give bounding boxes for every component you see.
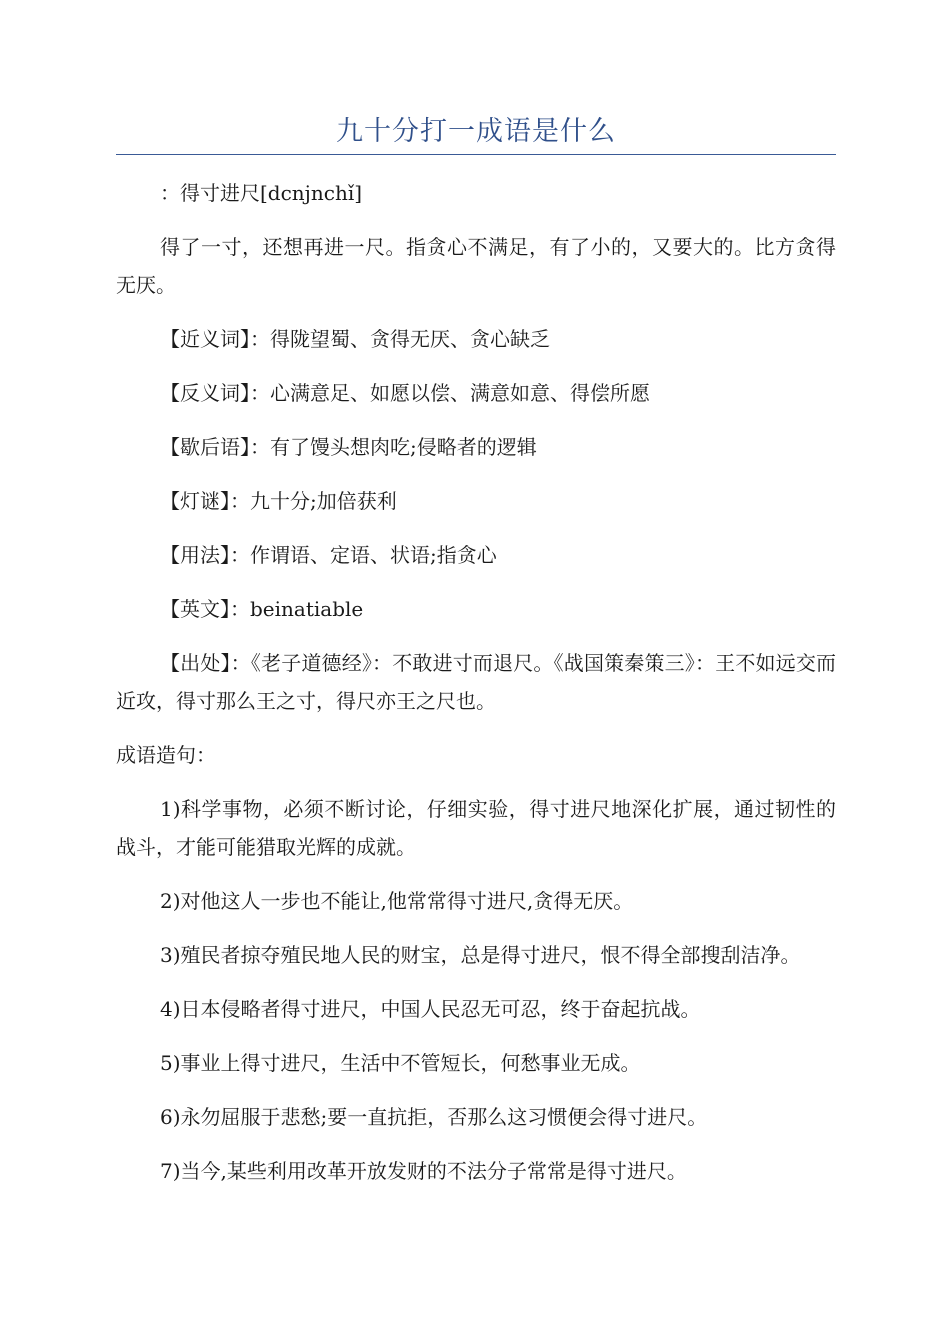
paragraph-english: 【英文】：beinatiable: [160, 597, 364, 621]
paragraph-antonyms: 【反义词】：心满意足、如愿以偿、满意如意、得偿所愿: [160, 381, 650, 405]
example-sentence-7: 7)当今,某些利用改革开放发财的不法分子常常是得寸进尺。: [160, 1159, 687, 1183]
document-body: [116, 174, 836, 1206]
title-underline: [116, 154, 836, 155]
paragraph-synonyms: 【近义词】：得陇望蜀、贪得无厌、贪心缺乏: [160, 327, 550, 351]
example-sentence-6: 6)永勿屈服于悲愁;要一直抗拒，否那么这习惯便会得寸进尺。: [160, 1105, 708, 1129]
example-sentence-1: 1)科学事物，必须不断讨论，仔细实验，得寸进尺地深化扩展，通过韧性的战斗，才能可能猎取光辉的成就。: [116, 797, 836, 859]
example-sentence-2: 2)对他这人一步也不能让,他常常得寸进尺,贪得无厌。: [160, 889, 634, 913]
paragraph-source: 【出处】：《老子道德经》：不敢进寸而退尺。《战国策秦策三》：王不如远交而近攻，得寸那么王之寸，得尺亦王之尺也。: [116, 651, 836, 713]
example-sentence-5: 5)事业上得寸进尺，生活中不管短长，何愁事业无成。: [160, 1051, 641, 1075]
paragraph-definition: 得了一寸，还想再进一尺。指贪心不满足，有了小的，又要大的。比方贪得无厌。: [116, 235, 836, 297]
paragraph-pinyin: ：得寸进尺[dcnjnchǐ]: [160, 181, 363, 205]
paragraph-riddle: 【灯谜】：九十分;加倍获利: [160, 489, 397, 513]
example-sentence-3: 3)殖民者掠夺殖民地人民的财宝，总是得寸进尺，恨不得全部搜刮洁净。: [160, 943, 801, 967]
paragraph-xiehouyu: 【歇后语】：有了馒头想肉吃;侵略者的逻辑: [160, 435, 537, 459]
example-sentence-4: 4)日本侵略者得寸进尺，中国人民忍无可忍，终于奋起抗战。: [160, 997, 701, 1021]
paragraph-usage: 【用法】：作谓语、定语、状语;指贪心: [160, 543, 497, 567]
document-title: 九十分打一成语是什么: [336, 116, 616, 147]
section-heading-examples: 成语造句：: [116, 743, 216, 767]
